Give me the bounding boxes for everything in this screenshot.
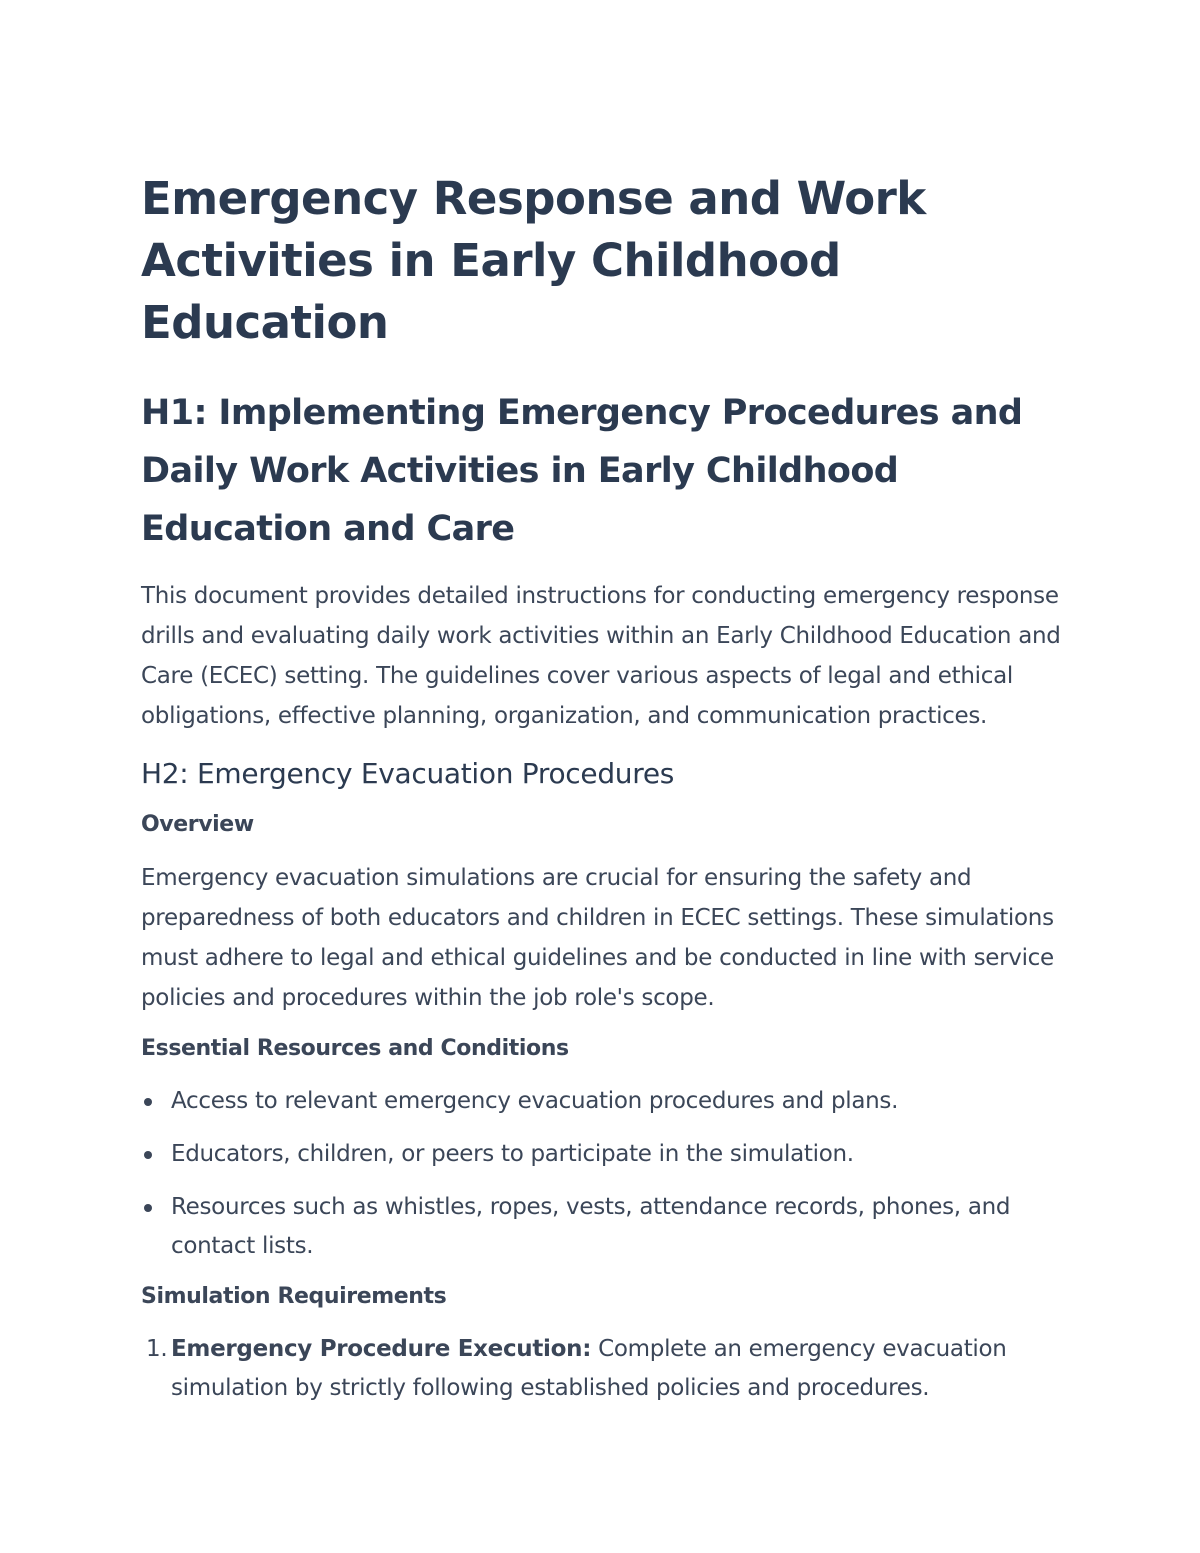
document-page [141,168,1061,1422]
intro-paragraph: This document provides detailed instructions for conducting emergency response drills and evaluating daily work activities within an Early Childhood Education and Care (ECEC) setting. The guidelines cover various aspects of legal and ethical obligations, effective planning, organization, and communication practices. [141,583,1061,729]
h1-heading: H1: Implementing Emergency Procedures and Daily Work Activities in Early Childhood Education and Care [141,393,1023,549]
list-item-text: Resources such as whistles, ropes, vests, attendance records, phones, and contact lists. [171,1194,1011,1259]
requirement-label: Emergency Procedure Execution: [171,1336,592,1362]
overview-heading: Overview [141,812,254,837]
list-item [141,1188,1061,1266]
overview-paragraph: Emergency evacuation simulations are crucial for ensuring the safety and preparedness of both educators and children in ECEC settings. These simulations must adhere to legal and ethical guidelines and be conducted in line with service policies and procedures within the job role's scope. [141,865,1054,1011]
document-title: Emergency Response and Work Activities in Early Childhood Education [141,172,926,349]
bullet-icon [144,1204,152,1212]
bullet-icon [144,1151,152,1159]
resources-heading: Essential Resources and Conditions [141,1036,569,1061]
bullet-icon [144,1098,152,1106]
list-item-text: Educators, children, or peers to participate in the simulation. [171,1141,854,1167]
requirements-heading: Simulation Requirements [141,1284,447,1309]
list-item [141,1330,1061,1408]
list-item [141,1082,1061,1121]
resources-list [141,1082,1061,1266]
requirement-text: Complete an emergency evacuation simulation by strictly following established policies and procedures. [171,1336,1007,1401]
list-item [141,1135,1061,1174]
list-item-text: Access to relevant emergency evacuation procedures and plans. [171,1088,899,1114]
list-item-number: 1. [146,1336,168,1362]
h2-heading: H2: Emergency Evacuation Procedures [141,757,675,790]
requirements-list [141,1330,1061,1408]
